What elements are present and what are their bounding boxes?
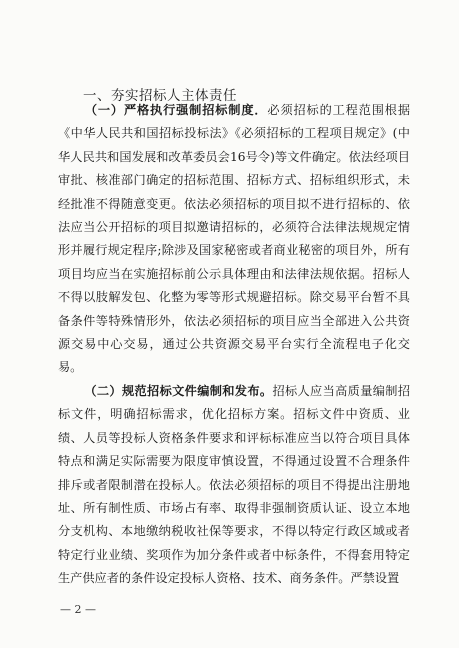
paragraph-heading: （一）严格执行强制招标制度．: [84, 103, 268, 117]
paragraph-body: 必须招标的工程范围根据《中华人民共和国招标投标法》《必须招标的工程项目规定》(中华人民共和国发展和改革委员会16号令)等文件确定。依法经项目审批、核准部门确定的招标范围、招标方式、招标组织形式，未经批准不得随意变更。依法必须招标的项目拟不进行招标的、依法应当公开招标的项目拟邀请招标的，必须符合法律法规规定情形并履行规定程序;除涉及国家秘密或者商业秘密的项目外，所有项目均应当在实施招标前公示具体理由和法律法规依据。招标人不得以肢解发包、化整为零等形式规避招标。除交易平台暂不具备条件等特殊情形外，依法必须招标的项目应当全部进入公共资源交易中心交易，通过公共资源交易平台实行全流程电子化交易。: [58, 103, 411, 375]
paragraph-tender-documents: [58, 380, 410, 591]
section-heading: 一、夯实招标人主体责任: [83, 88, 237, 104]
paragraph-body: 招标人应当高质量编制招标文件，明确招标需求，优化招标方案。招标文件中资质、业绩、人员等投标人资格条件要求和评标标准应当以符合项目具体特点和满足实际需要为限度审慎设置，不得通过设置不合理条件排斥或者限制潜在投标人。依法必须招标的项目不得提出注册地址、所有制性质、市场占有率、取得非强制资质认证、设立本地分支机构、本地缴纳税收社保等要求，不得以特定行政区域或者特定行业业绩、奖项作为加分条件或者中标条件，不得套用特定生产供应者的条件设定投标人资格、技术、商务条件。严禁设置: [58, 384, 411, 586]
paragraph-mandatory-tendering: [58, 99, 410, 380]
page-number: — 2 —: [60, 603, 96, 616]
paragraph-heading: （二）规范招标文件编制和发布。: [84, 384, 273, 398]
